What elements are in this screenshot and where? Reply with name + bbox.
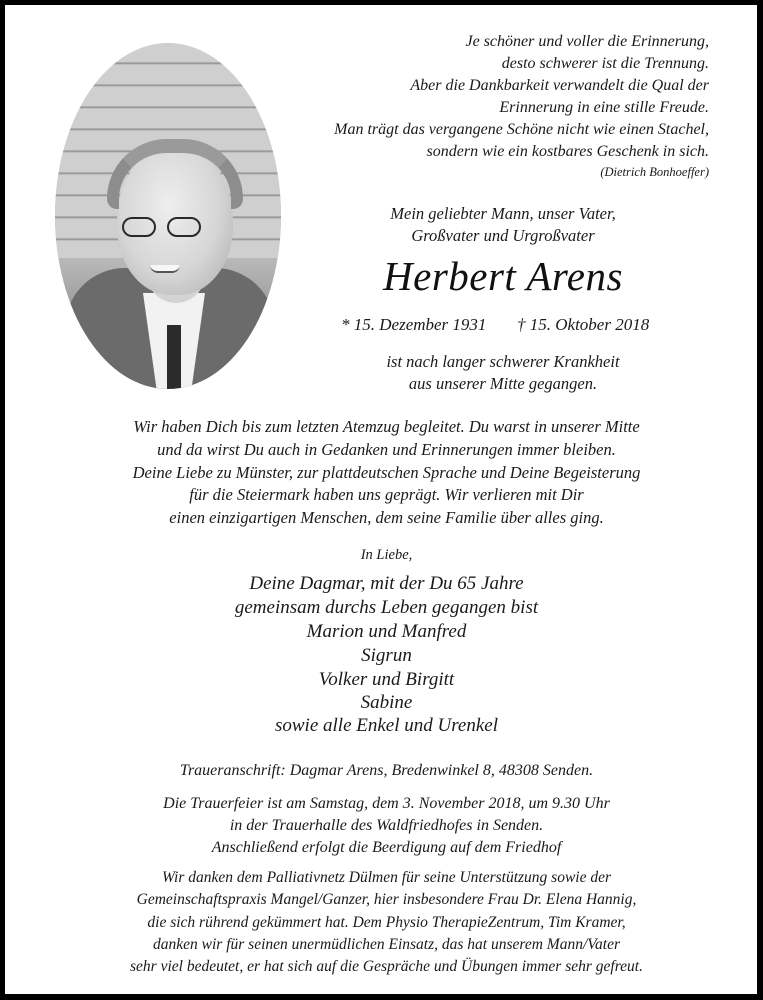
deceased-name: Herbert Arens (383, 253, 623, 299)
quote-line: Je schöner und voller die Erinnerung, (465, 33, 709, 50)
thanks-line: Wir danken dem Palliativnetz Dülmen für seine Unterstützung sowie der (161, 869, 611, 886)
glasses-left-lens (122, 217, 156, 237)
quote-line: desto schwerer ist die Trennung. (501, 55, 709, 72)
quote-line: sondern wie ein kostbares Geschenk in sich. (426, 143, 709, 160)
mourner-line: Sabine (360, 692, 413, 713)
mourner-line: sowie alle Enkel und Urenkel (274, 715, 498, 736)
funeral-line: in der Trauerhalle des Waldfriedhofes in Senden. (229, 817, 544, 834)
passed-away-line: aus unserer Mitte gegangen. (408, 374, 598, 393)
mourner-line: Sigrun (361, 645, 412, 666)
passed-away-line: ist nach langer schwerer Krankheit (386, 352, 620, 371)
quote-line: Man trägt das vergangene Schöne nicht wie einen Stachel, (334, 121, 709, 138)
mourner-line: Marion und Manfred (306, 621, 467, 642)
death-date: † 15. Oktober 2018 (517, 315, 650, 334)
glasses-right-lens (167, 217, 201, 237)
mourner-line: Deine Dagmar, mit der Du 65 Jahre (249, 573, 524, 594)
portrait-photo (55, 43, 281, 389)
funeral-line: Die Trauerfeier ist am Samstag, dem 3. November 2018, um 9.30 Uhr (163, 795, 610, 812)
mourning-address: Traueranschrift: Dagmar Arens, Bredenwinkel 8, 48308 Senden. (179, 762, 594, 779)
intro-line: Großvater und Urgroßvater (411, 226, 595, 245)
quote-line: Aber die Dankbarkeit verwandelt die Qual der (410, 77, 709, 94)
thanks-line: danken wir für seinen unermüdlichen Einsatz, das hat unserem Mann/Vater (153, 936, 620, 953)
photo-tie (167, 325, 181, 389)
birth-date: * 15. Dezember 1931 (341, 315, 487, 334)
intro-line: Mein geliebter Mann, unser Vater, (390, 204, 616, 223)
tribute-line: und da wirst Du auch in Gedanken und Erinnerungen immer bleiben. (157, 440, 616, 459)
funeral-line: Anschließend erfolgt die Beerdigung auf dem Friedhof (211, 839, 562, 856)
thanks-line: sehr viel bedeutet, er hat sich auf die Gespräche und Übungen immer sehr gefreut. (130, 958, 643, 975)
thanks-line: Gemeinschaftspraxis Mangel/Ganzer, hier insbesondere Frau Dr. Elena Hannig, (136, 891, 637, 908)
tribute-line: Deine Liebe zu Münster, zur plattdeutschen Sprache und Deine Begeisterung (132, 463, 641, 482)
tribute-line: Wir haben Dich bis zum letzten Atemzug begleitet. Du warst in unserer Mitte (133, 417, 640, 436)
mourner-line: gemeinsam durchs Leben gegangen bist (234, 597, 539, 618)
quote-attribution: (Dietrich Bonhoeffer) (600, 165, 709, 179)
photo-smile (150, 265, 180, 273)
tribute-line: für die Steiermark haben uns geprägt. Wir verlieren mit Dir (189, 485, 584, 504)
thanks-line: die sich rührend gekümmert hat. Dem Physio TherapieZentrum, Tim Kramer, (147, 914, 626, 931)
tribute-line: einen einzigartigen Menschen, dem seine Familie über alles ging. (169, 508, 604, 527)
mourners-salutation: In Liebe, (360, 547, 413, 563)
mourner-line: Volker und Birgitt (318, 669, 455, 690)
quote-line: Erinnerung in eine stille Freude. (499, 99, 709, 116)
